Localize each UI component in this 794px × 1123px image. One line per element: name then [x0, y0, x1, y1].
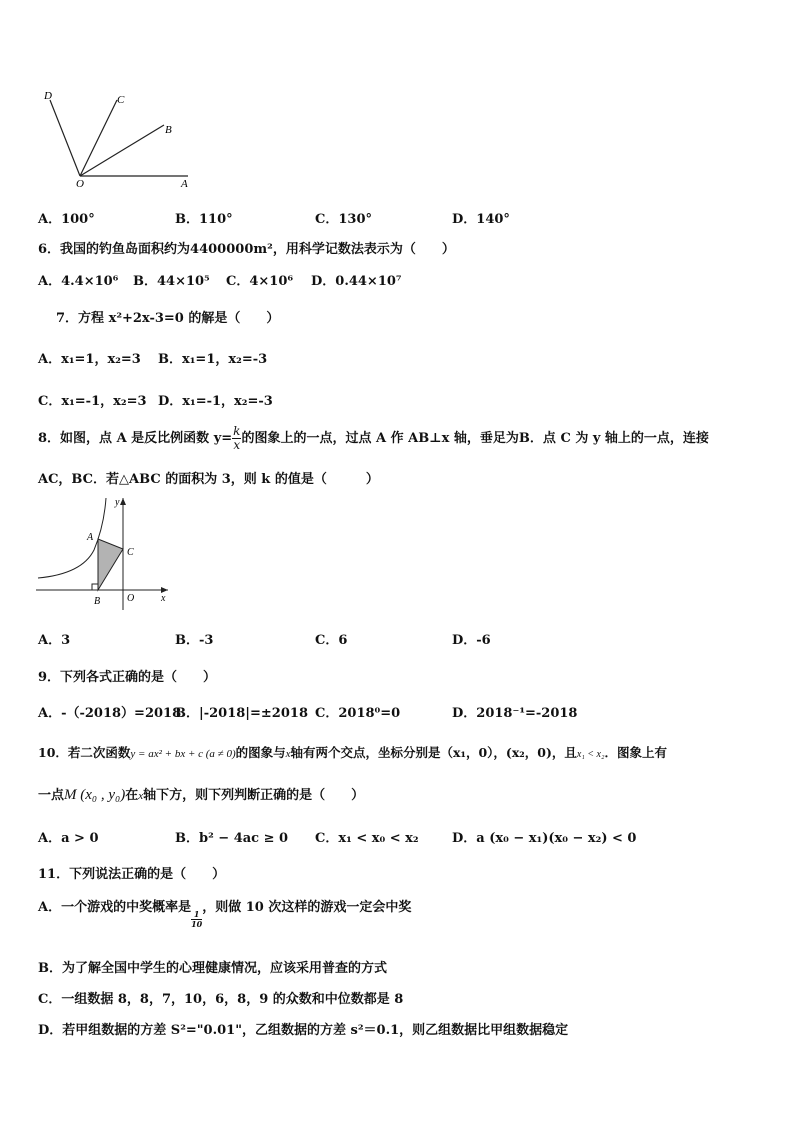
- q9-option-c[interactable]: C．2018⁰=0: [315, 706, 401, 721]
- q6-option-c[interactable]: C．4×10⁶: [226, 274, 294, 289]
- q8-stem-part1: 8．如图，点 A 是反比例函数 y=: [38, 431, 233, 446]
- q8-frac-num: k: [233, 424, 241, 438]
- q10-stem-part1: 10．若二次函数: [38, 745, 131, 760]
- q9-option-a[interactable]: A．-（-2018）=2018: [38, 706, 182, 721]
- q10-line2-part2: 在: [125, 788, 139, 803]
- q10-option-d[interactable]: D．a (x₀ − x₁)(x₀ − x₂) < 0: [452, 831, 637, 846]
- q6-option-d[interactable]: D．0.44×10⁷: [311, 274, 402, 289]
- label-B: B: [165, 124, 172, 136]
- hyperbola-figure: [34, 494, 174, 612]
- q5-option-a[interactable]: A．100°: [38, 212, 95, 227]
- q8-stem-part2: 的图象上的一点，过点 A 作 AB⊥x 轴，垂足为B．点 C 为 y 轴上的一点，连接: [241, 431, 709, 446]
- q5-option-c[interactable]: C．130°: [315, 212, 372, 227]
- q10-stem-line1: [38, 743, 667, 761]
- q11-frac-num: 1: [191, 910, 202, 920]
- axis-y-label: y: [115, 497, 120, 508]
- q8-option-d[interactable]: D．-6: [452, 633, 491, 648]
- q10-stem-part2: 的图象与: [235, 745, 286, 760]
- q9-option-d[interactable]: D．2018⁻¹=-2018: [452, 706, 578, 721]
- q8-option-c[interactable]: C．6: [315, 633, 348, 648]
- q10-x-var: x: [285, 748, 291, 760]
- q10-option-b[interactable]: B．b² − 4ac ≥ 0: [175, 831, 289, 846]
- q8-stem-line2: AC，BC．若△ABC 的面积为 3，则 k 的值是（ ）: [38, 472, 379, 487]
- point-C-label: C: [127, 547, 134, 558]
- q8-option-b[interactable]: B．-3: [175, 633, 214, 648]
- q11-option-a-part2: ，则做 10 次这样的游戏一定会中奖: [202, 900, 412, 915]
- q11-option-a-part1: A．一个游戏的中奖概率是: [38, 900, 192, 915]
- q9-option-b[interactable]: B．|-2018|=±2018: [175, 706, 308, 721]
- q5-option-b[interactable]: B．110°: [175, 212, 233, 227]
- label-D: D: [44, 90, 52, 102]
- q11-stem: 11．下列说法正确的是（ ）: [38, 867, 226, 882]
- q10-option-a[interactable]: A．a > 0: [38, 831, 99, 846]
- q10-condition: x₁ < x₂: [576, 749, 605, 760]
- q10-stem-line2: [38, 784, 364, 804]
- q10-point-m: M (x₀ , y₀): [64, 787, 126, 803]
- label-A: A: [181, 178, 188, 190]
- q8-stem-line1: [38, 424, 709, 454]
- point-B-label: B: [94, 596, 101, 607]
- q7-option-c[interactable]: C．x₁=-1，x₂=3: [38, 394, 147, 409]
- q10-formula: y = ax² + bx + c (a ≠ 0): [130, 748, 236, 760]
- axis-x-label: x: [161, 593, 166, 604]
- q11-option-d[interactable]: D．若甲组数据的方差 S²="0.01"，乙组数据的方差 s²＝0.1，则乙组数据比甲组数据稳定: [38, 1023, 569, 1038]
- point-A-label: A: [87, 532, 94, 543]
- q6-option-a[interactable]: A．4.4×10⁶: [38, 274, 119, 289]
- origin-O-label: O: [127, 593, 135, 604]
- q10-line2-part1: 一点: [38, 788, 65, 803]
- label-C: C: [117, 94, 125, 106]
- q5-option-d[interactable]: D．140°: [452, 212, 510, 227]
- q11-option-b[interactable]: B．为了解全国中学生的心理健康情况，应该采用普查的方式: [38, 961, 387, 976]
- q11-option-c[interactable]: C．一组数据 8，8，7，10，6，8，9 的众数和中位数都是 8: [38, 992, 404, 1007]
- q7-stem: 7．方程 x²+2x-3=0 的解是（ ）: [56, 311, 280, 326]
- angle-figure: [38, 88, 198, 193]
- q10-x-var-2: x: [138, 790, 144, 802]
- q6-option-b[interactable]: B．44×10⁵: [133, 274, 210, 289]
- q7-option-a[interactable]: A．x₁=1，x₂=3: [38, 352, 141, 367]
- q11-option-a[interactable]: [38, 896, 412, 929]
- q8-frac-den: x: [233, 438, 241, 452]
- q10-line2-part3: 轴下方，则下列判断正确的是（ ）: [143, 788, 365, 803]
- q7-option-b[interactable]: B．x₁=1，x₂=-3: [158, 352, 268, 367]
- q10-option-c[interactable]: C．x₁ < x₀ < x₂: [315, 831, 419, 846]
- q7-option-d[interactable]: D．x₁=-1，x₂=-3: [158, 394, 273, 409]
- q11-option-a-fraction: [191, 910, 202, 929]
- q10-stem-part4: ．图象上有: [604, 745, 667, 760]
- q8-option-a[interactable]: A．3: [38, 633, 71, 648]
- q6-stem: 6．我国的钓鱼岛面积约为4400000m²，用科学记数法表示为（ ）: [38, 242, 455, 257]
- q9-stem: 9．下列各式正确的是（ ）: [38, 670, 217, 685]
- label-O: O: [76, 178, 84, 190]
- q11-frac-den: 10: [191, 919, 203, 929]
- q10-stem-part3: 轴有两个交点，坐标分别是（x₁，0），(x₂，0)，且: [290, 745, 577, 760]
